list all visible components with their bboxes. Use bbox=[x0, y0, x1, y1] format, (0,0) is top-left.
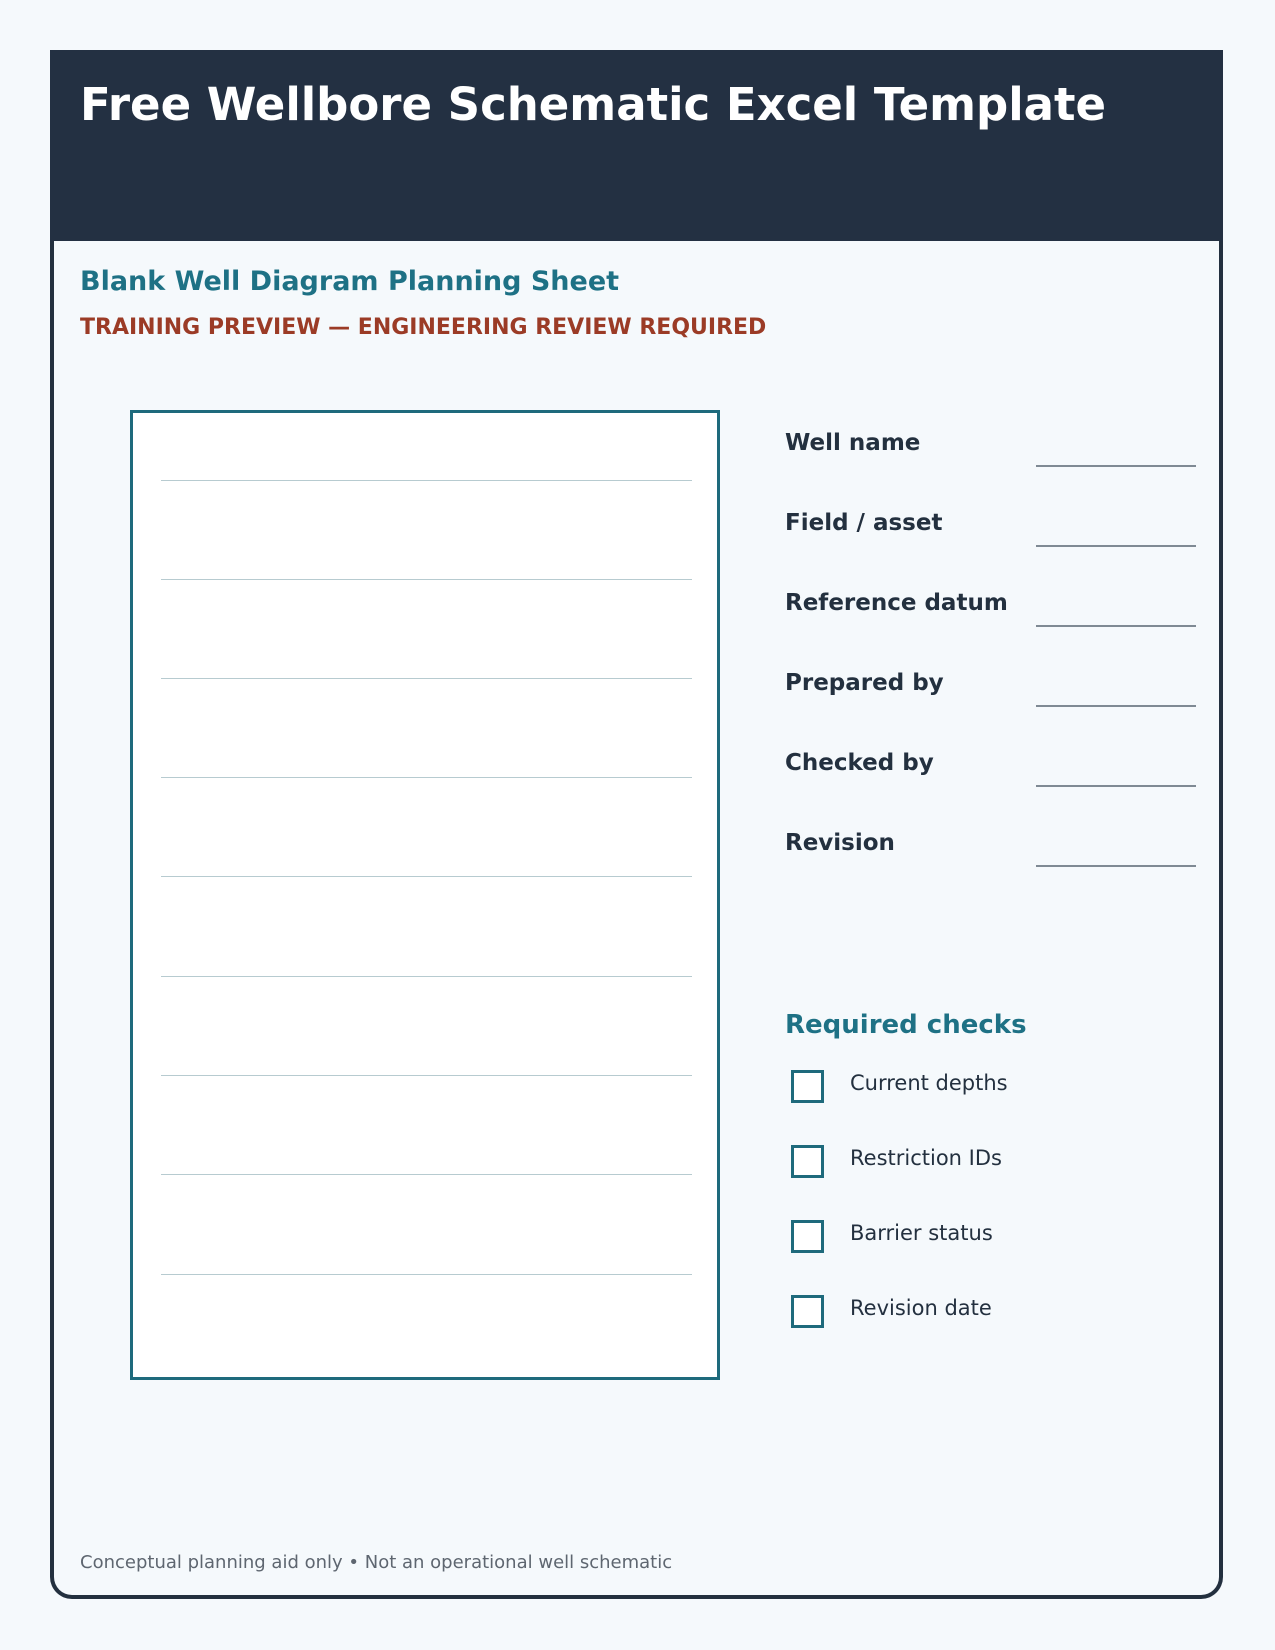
prepared-by-field[interactable] bbox=[1036, 705, 1196, 707]
field-label-field-asset: Field / asset bbox=[785, 510, 943, 536]
field-label-revision: Revision bbox=[785, 830, 895, 856]
guide-line bbox=[161, 579, 692, 580]
guide-line bbox=[161, 1274, 692, 1275]
field-label-checked-by: Checked by bbox=[785, 750, 934, 776]
header-banner bbox=[50, 50, 1223, 241]
check-current-depths-checkbox[interactable] bbox=[791, 1070, 824, 1103]
subtitle: Blank Well Diagram Planning Sheet bbox=[80, 266, 620, 297]
guide-line bbox=[161, 480, 692, 481]
checks-heading: Required checks bbox=[785, 1010, 1027, 1040]
guide-line bbox=[161, 678, 692, 679]
checked-by-field[interactable] bbox=[1036, 785, 1196, 787]
footer-note: Conceptual planning aid only • Not an operational well schematic bbox=[80, 1552, 673, 1573]
check-barrier-status-checkbox[interactable] bbox=[791, 1220, 824, 1253]
reference-datum-field[interactable] bbox=[1036, 625, 1196, 627]
check-revision-date-checkbox[interactable] bbox=[791, 1295, 824, 1328]
check-label: Restriction IDs bbox=[850, 1146, 1002, 1170]
page-title: Free Wellbore Schematic Excel Template bbox=[80, 78, 1107, 131]
check-label: Barrier status bbox=[850, 1221, 993, 1245]
field-label-reference-datum: Reference datum bbox=[785, 590, 1008, 616]
guide-line bbox=[161, 777, 692, 778]
guide-line bbox=[161, 976, 692, 977]
warning-banner: TRAINING PREVIEW — ENGINEERING REVIEW REQUIRED bbox=[80, 315, 767, 340]
field-label-well-name: Well name bbox=[785, 430, 921, 456]
check-restriction-ids-checkbox[interactable] bbox=[791, 1145, 824, 1178]
check-label: Revision date bbox=[850, 1296, 992, 1320]
check-label: Current depths bbox=[850, 1071, 1008, 1095]
well-name-field[interactable] bbox=[1036, 465, 1196, 467]
revision-field[interactable] bbox=[1036, 865, 1196, 867]
field-asset-field[interactable] bbox=[1036, 545, 1196, 547]
guide-line bbox=[161, 876, 692, 877]
guide-line bbox=[161, 1174, 692, 1175]
guide-line bbox=[161, 1075, 692, 1076]
field-label-prepared-by: Prepared by bbox=[785, 670, 944, 696]
diagram-area[interactable] bbox=[130, 410, 720, 1380]
